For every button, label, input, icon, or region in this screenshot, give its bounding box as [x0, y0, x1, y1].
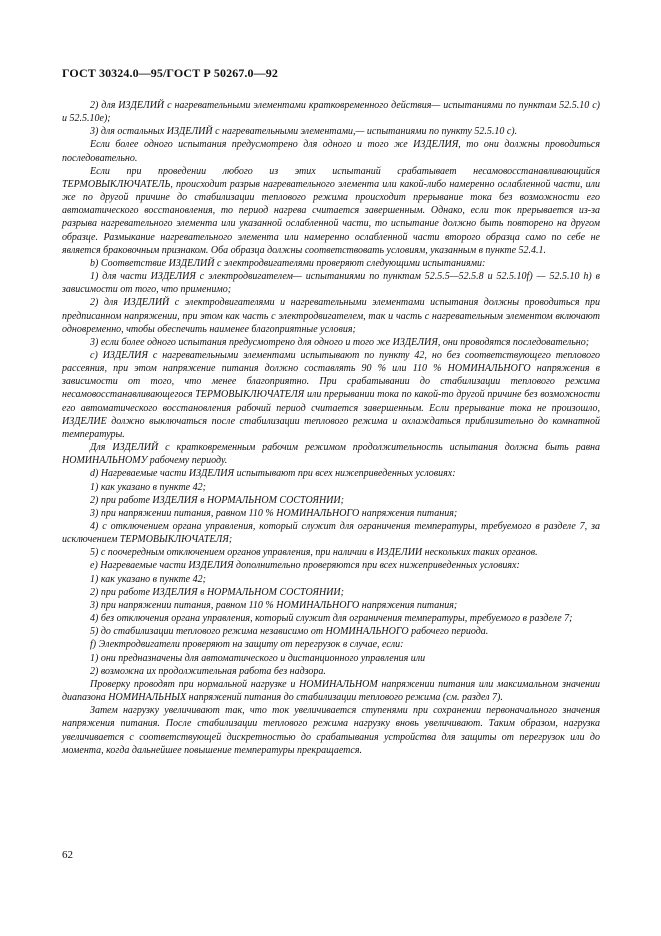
- paragraph: f) Электродвигатели проверяют на защиту от перегрузок в случае, если:: [90, 639, 404, 651]
- paragraph: 3) при напряжении питания, равном 110 % НОМИНАЛЬНОГО напряжения питания;: [90, 507, 458, 519]
- page-number: 62: [62, 849, 73, 861]
- paragraph: с) ИЗДЕЛИЯ с нагревательными элементами испытывают по пункту 42, но без соответствующего теплового рассеяния, при этом напряжение питания должно составлять 90 % или 110 % НОМИНАЛЬНОГО напряжения в зависимости от того, что менее благоприятно. При срабатывании до стабилизации теплового режима несамовосстанавливающегося ТЕРМОВЫКЛЮЧАТЕЛЯ или прерывании тока по какой-то другой причине без возможности его автоматического восстановления рабочий период считается завершенным. Если прерывание тока не произошло, ИЗДЕЛИЕ должно выключаться после стабилизации теплового режима и охлаждаться приблизительно до комнатной температуры.: [62, 349, 600, 440]
- paragraph: 4) без отключения органа управления, который служит для ограничения температуры, требуемого в разделе 7;: [90, 613, 573, 625]
- paragraph: Если более одного испытания предусмотрено для одного и того же ИЗДЕЛИЯ, то они должны проводиться последовательно.: [62, 139, 600, 164]
- paragraph: 2) при работе ИЗДЕЛИЯ в НОРМАЛЬНОМ СОСТОЯНИИ;: [90, 586, 344, 598]
- paragraph: 4) с отключением органа управления, который служит для ограничения температуры, требуемого в разделе 7, за исключением ТЕРМОВЫКЛЮЧАТЕЛЯ;: [62, 521, 600, 546]
- paragraph: Для ИЗДЕЛИЙ с кратковременным рабочим режимом продолжительность испытания должна быть равна НОМИНАЛЬНОМУ рабочему периоду.: [62, 442, 600, 467]
- paragraph: 3) при напряжении питания, равном 110 % НОМИНАЛЬНОГО напряжения питания;: [90, 599, 458, 611]
- paragraph: 3) для остальных ИЗДЕЛИЙ с нагревательными элементами,— испытаниями по пункту 52.5.10 с).: [90, 126, 518, 138]
- paragraph: 1) для части ИЗДЕЛИЯ с электродвигателем— испытаниями по пунктам 52.5.5—52.5.8 и 52.5.10f) — 52.5.10 h) в зависимости от того, что применимо;: [62, 271, 600, 296]
- paragraph: 2) для ИЗДЕЛИЙ с нагревательными элементами кратковременного действия— испытаниями по пунктам 52.5.10 с) и 52.5.10е);: [62, 100, 600, 125]
- paragraph: е) Нагреваемые части ИЗДЕЛИЯ дополнительно проверяются при всех нижеприведенных условиях:: [90, 560, 520, 572]
- paragraph: Затем нагрузку увеличивают так, что ток увеличивается ступенями при сохранении первоначального значения напряжения питания. После стабилизации теплового режима нагрузку вновь увеличивают. Таким образом, нагрузка увеличивается с соответствующей дискретностью до срабатывания устройства для защиты от перегрузок или до момента, когда дальнейшее повышение температуры прекращается.: [62, 705, 600, 756]
- paragraph: 3) если более одного испытания предусмотрено для одного и того же ИЗДЕЛИЯ, они проводятся последовательно;: [90, 336, 590, 348]
- paragraph: 2) при работе ИЗДЕЛИЯ в НОРМАЛЬНОМ СОСТОЯНИИ;: [90, 494, 344, 506]
- paragraph: d) Нагреваемые части ИЗДЕЛИЯ испытывают при всех нижеприведенных условиях:: [90, 468, 456, 480]
- document-body: [62, 99, 600, 757]
- paragraph: Проверку проводят при нормальной нагрузке и НОМИНАЛЬНОМ напряжении питания или максимальном значении диапазона НОМИНАЛЬНЫХ напряжений питания до стабилизации теплового режима (см. раздел 7).: [62, 678, 600, 704]
- paragraph: b) Соответствие ИЗДЕЛИЙ с электродвигателями проверяют следующими испытаниями:: [90, 257, 486, 269]
- paragraph: 1) как указано в пункте 42;: [90, 573, 206, 585]
- paragraph: 5) с поочередным отключением органов управления, при наличии в ИЗДЕЛИИ нескольких таких органов.: [90, 547, 538, 559]
- paragraph: 1) как указано в пункте 42;: [90, 481, 206, 493]
- paragraph: 2) для ИЗДЕЛИЙ с электродвигателями и нагревательными элементами испытания должны проводиться при предписанном напряжении, при этом как часть с электродвигателем, так и часть с нагревательным элементом включают одновременно, чтобы обеспечить наименее благоприятные условия;: [62, 297, 600, 335]
- paragraph: 5) до стабилизации теплового режима независимо от НОМИНАЛЬНОГО рабочего периода.: [90, 626, 489, 638]
- document-header: ГОСТ 30324.0—95/ГОСТ Р 50267.0—92: [62, 66, 278, 80]
- paragraph: 1) они предназначены для автоматического и дистанционного управления или: [90, 652, 426, 664]
- paragraph: Если при проведении любого из этих испытаний срабатывает несамовосстанавливающийся ТЕРМОВЫКЛЮЧАТЕЛЬ, происходит разрыв нагревательного элемента или какой-либо намеренно ослабленной части, или же по другой причине до стабилизации теплового режима происходит прерывание тока без возможности его автоматического восстановления, то период нагрева считается завершенным. Однако, если ток прерывается из-за разрыва нагревательного элемента или указанной ослабленной части, то испытание должно быть повторено на другом образце. Размыкание нагревательного элемента или намеренно ослабленной части второго образца само по себе не является браковочным признаком. Оба образца должны соответствовать условиям, указанным в пункте 52.4.1.: [62, 165, 600, 256]
- paragraph: 2) возможна их продолжительная работа без надзора.: [90, 665, 326, 677]
